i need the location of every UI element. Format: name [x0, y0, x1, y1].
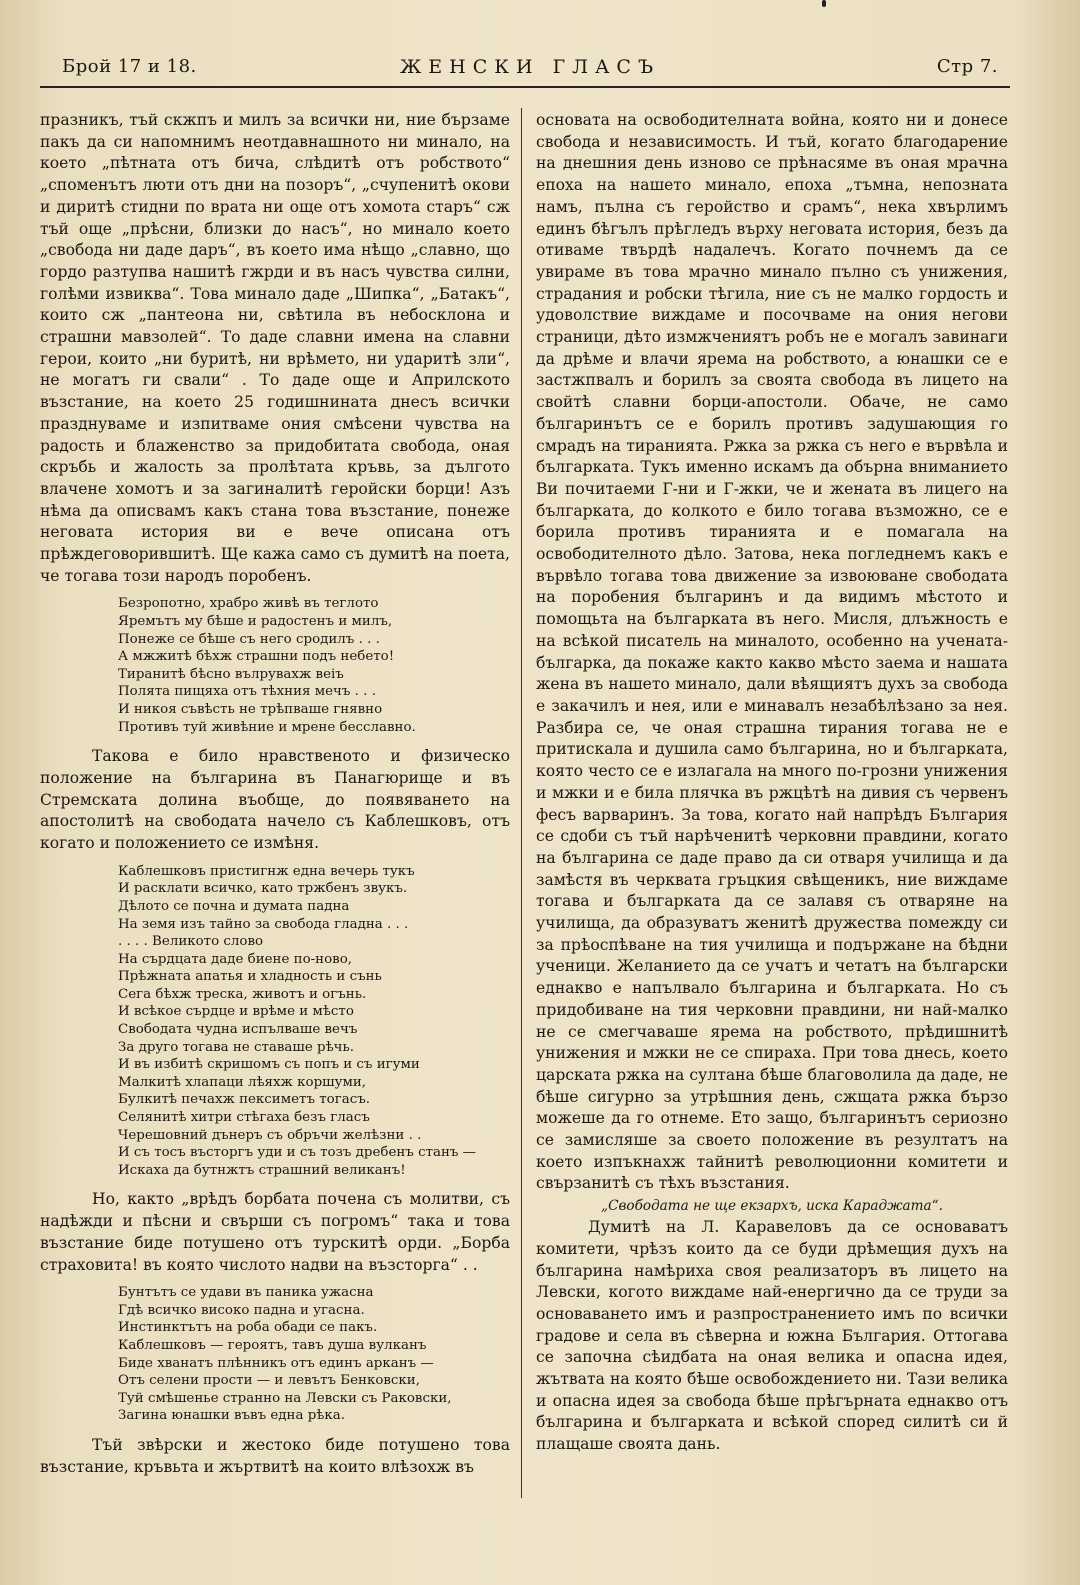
verse-line: Селянитѣ хитри стѣгаха безъ гласъ: [118, 1110, 370, 1126]
verse-2: [118, 863, 510, 1180]
left-paragraph-2: Такова е било нравственото и физическо положение на българина въ Панагюрище и въ Стремската долина въобще, до появяването на апостолитѣ на свободата начело съ Каблешковъ, отъ когато и положението се измѣня.: [40, 747, 510, 853]
left-paragraph-3: Но, както „врѣдъ борбата почена съ молитви, съ надѣжди и пѣсни и свърши съ погромъ“ така и това възстание биде потушено отъ турскитѣ орди. „Борба страховита! въ която числото надви на възсторга“ . .: [40, 1190, 510, 1274]
verse-line: Черешовний дънеръ съ обръчи желѣзни . .: [118, 1127, 422, 1143]
verse-line: Каблешковъ — героятъ, тавъ душа вулканъ: [118, 1338, 427, 1354]
verse-line: Каблешковъ пристигнж една вечерь тукъ: [118, 863, 415, 879]
verse-line: И никоя съвѣсть не трѣпваше гнявно: [118, 702, 383, 718]
verse-line: И всѣкое сърдце и врѣме и мѣсто: [118, 1004, 354, 1020]
left-paragraph-1: празникъ, тъй скжпъ и милъ за всички ни, ние бързаме пакъ да си напомнимъ неотдавнашното ни минало, на което „пѣтната отъ бича, слѣдитѣ отъ робството“ „споменътъ люти отъ дни на позоръ“, „счупенитѣ окови и диритѣ стидни по врата ни още отъ хомота старъ“ сж тъй още „прѣсни, близки до насъ“, но минало което „свобода ни даде даръ“, въ което има нѣщо „славно, що гордо разтупва нашитѣ гжрди и въ насъ чувства силни, голѣми извиква“. Това минало даде „Шипка“, „Батакъ“, които сж „пантеона ни, свѣтила въ небосклона и страшни мавзолей“. То даде славни имена на славни герои, които „ни буритѣ, ни врѣмето, ни ударитѣ зли“, не могатъ ги свали“ . То даде още и Априлското възстание, на което 25 годишнината днесъ всички празднуваме и изпитваме ония смѣсени чувства на радость и блаженство за придобитата свобода, оная скръбь и жалость за пролѣтата кръвь, за дългото влачене хомотъ и за загиналитѣ геройски борци! Азъ нѣма да описвамъ какъ стана това възстание, понеже неговата история ви е вече описана отъ прѣждеговорившитѣ. Ще кажа само съ думитѣ на поета, че тогава този народъ поробенъ.: [40, 111, 510, 585]
column-divider: [521, 108, 522, 1498]
verse-line: Малкитѣ хлапаци лѣяхж коршуми,: [118, 1074, 367, 1090]
issue-number: Брой 17 и 18.: [62, 56, 197, 77]
verse-line: Понеже се бѣше съ него сродилъ . . .: [118, 631, 380, 647]
verse-line: А мжжитѣ бѣхж страшни подъ небето!: [118, 649, 395, 665]
ink-mark: [822, 0, 826, 7]
verse-line: И въ избитѣ скришомъ съ попъ и съ игуми: [118, 1057, 420, 1073]
verse-line: Дѣлото се почна и думата падна: [118, 898, 350, 914]
page-header: [62, 56, 998, 82]
verse-line: Инстинктътъ на роба обади се пакъ.: [118, 1320, 378, 1336]
verse-line: Яремътъ му бѣше и радостенъ и милъ,: [118, 614, 393, 630]
verse-line: И съ тосъ въсторгъ уди и съ тозъ дребенъ станъ —: [118, 1145, 477, 1161]
verse-line: Тиранитѣ бѣсно вълрувахж веiъ: [118, 666, 344, 682]
verse-line: Безропотно, храбро живѣ въ теглото: [118, 596, 379, 612]
header-rule: [40, 86, 1010, 88]
epigraph: „Свободата не ще екзархъ, иска Караджата“.: [601, 1198, 943, 1215]
verse-line: Отъ селени прости — и левътъ Бенковски,: [118, 1373, 420, 1389]
page-number: Стр 7.: [936, 56, 998, 77]
right-column: [536, 110, 1008, 1456]
verse-line: Бунтътъ се удави въ паника ужасна: [118, 1285, 374, 1301]
newspaper-title: ЖЕНСКИ ГЛАСЪ: [399, 56, 661, 78]
verse-line: Противъ туй живѣние и мрене бесславно.: [118, 719, 416, 735]
verse-line: За друго тогава не ставаше рѣчь.: [118, 1039, 355, 1055]
left-column: [40, 110, 510, 1478]
left-paragraph-4: Тъй звѣрски и жестоко биде потушено това възстание, кръвьта и жъртвитѣ на които влѣзохж въ: [40, 1435, 510, 1476]
verse-line: Прѣжната апатья и хладность и сънь: [118, 969, 382, 985]
verse-line: Свободата чудна испълваше вечъ: [118, 1022, 358, 1038]
verse-line: На земя изъ тайно за свобода гладна . . .: [118, 916, 409, 932]
verse-line: Загина юнашки въвъ една рѣка.: [118, 1408, 345, 1424]
verse-line: Туй смѣшенье странно на Левски съ Раковски,: [118, 1390, 452, 1406]
right-paragraph-2: Думитѣ на Л. Каравеловъ да се основаватъ комитети, чрѣзъ които да се буди дрѣмещия духъ на българина намѣриха своя реализаторъ въ лицето на Левски, когото виждаме най-енергично да се труди за основаването имъ и разпространението имъ по всички градове и села въ сѣверна и южна България. Оттогава се започна сѣидбата на оная велика и опасна идея, жътвата на която бѣше освобождението ни. Тази велика и опасна идея за свобода бѣше прѣгърната еднакво отъ българина и българката и всѣкой според силитѣ си й плащаше своята дань.: [536, 1218, 1008, 1454]
verse-line: Гдѣ всичко високо падна и угасна.: [118, 1302, 365, 1318]
verse-line: И расклати всичко, като тржбенъ звукъ.: [118, 881, 408, 897]
verse-line: . . . . Великото слово: [118, 934, 264, 950]
verse-line: Искаха да бутнжтъ страшний великанъ!: [118, 1162, 406, 1178]
verse-3: [118, 1284, 510, 1425]
verse-line: Биде хванатъ плѣнникъ отъ единъ арканъ —: [118, 1355, 434, 1371]
verse-1: [118, 595, 510, 736]
right-paragraph-1: основата на освободителната война, която ни и донесе свобода и независимость. И тъй, когато благодарение на днешния день изново се прѣнасяме въ оная мрачна епоха на нашето минало, епоха „тъмна, непозната намъ, пълна съ геройство и срамъ“, нека хвърлимъ единъ бѣгълъ прѣгледъ върху неговата история, безъ да отиваме твърдѣ надалечъ. Когато почнемъ да се увираме въ това мрачно минало пълно съ унижения, страдания и робски тѣгила, ние съ не малко гордость и удоволствие виждаме и посочваме на ония негови страници, дѣто измжчениятъ робъ не е могалъ завинаги да дрѣме и влачи ярема на робството, а юнашки се е застжпвалъ и борилъ за своята свобода въ лицето на свойтѣ славни борци-апостоли. Обаче, не само българинътъ се е борилъ противъ задушающия го смрадъ на тиранията. Ржка за ржка съ него е вървѣла и българката. Тукъ именно искамъ да обърна вниманието Ви почитаеми Г-ни и Г-жки, че и жената въ лицего на българката, до колкото е било тогава възможно, се е борила противъ тиранията и е помагала на освободителното дѣло. Затова, нека погледнемъ какъ е вървѣло тогава това движение за извоюване свободата на поробения българинъ и да видимъ мѣстото и помощьта на българката въ него. Мисля, длъжность е на всѣкой писатель на миналото, особенно на учената-българка, да покаже както какво мѣсто заема и нашата жена въ нашето минало, дали вѣящиятъ духъ за свобода е закачилъ и нея, или е минавалъ незабѣлѣзано за нея. Разбира се, че оная страшна тирания тогава не е притискала и душила само българина, но и българката, която често се е излагала на много по-грозни унижения и мжки и е била плячка въ ржцѣтѣ на дивия съ червенъ фесъ варваринъ. За това, когато най напрѣдъ България се сдоби съ тъй нарѣченитѣ черковни правдини, когато на българина се даде право да си отваря училища и да замѣстя въ черквата гръцкия свѣщеникъ, ние виждаме тогава и българката да се залавя съ отваряне на училища, да образуватъ женитѣ дружества помежду си за прѣоспѣване на тия училища и подържане на бѣдни ученици. Желанието да се учатъ и четатъ на български еднакво е напълвало българина и българката. Но съ придобиване на тия черковни правдини, ни най-малко не се смегчаваше ярема на робството, прѣдишнитѣ унижения и мжки не се спираха. При това днесь, което царската ржка на султана бѣше благоволила да даде, не бѣше сигурно за утрѣшния день, сжщата ржка бързо можеше да го отнеме. Ето защо, българинътъ сериозно се замисляше за своето положение въ резултатъ на което изпъкнахж тайнитѣ революционни комитети и свързанитѣ съ тѣхъ възстания.: [536, 111, 1008, 1193]
verse-line: Полята пищяха отъ тѣхния мечъ . . .: [118, 684, 376, 700]
verse-line: Сега бѣхж треска, животъ и огънь.: [118, 986, 367, 1002]
verse-line: Булкитѣ печахж пексиметъ тогасъ.: [118, 1092, 370, 1108]
verse-line: На сърдцата даде биене по-ново,: [118, 951, 353, 967]
